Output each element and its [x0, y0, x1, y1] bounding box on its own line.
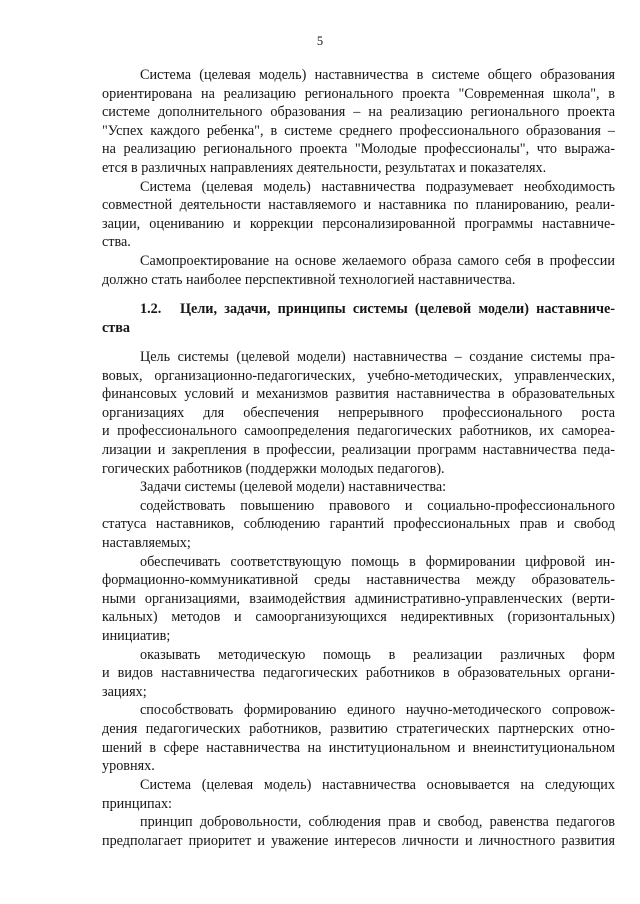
text-line: предполагает приоритет и уважение интересов личности и личностного развития [102, 832, 615, 849]
text-line: обеспечивать соответствующую помощь в формировании цифровой ин- [140, 553, 615, 570]
principle-item [102, 813, 615, 850]
section-title: Цели, задачи, принципы системы (целевой модели) наставниче- [180, 301, 615, 317]
text-line: принцип добровольности, соблюдения прав и свобод, равенства педагогов [140, 814, 615, 831]
text-line: финансовых условий и механизмов развития наставничества в образовательных [102, 386, 615, 403]
paragraph-regional-projects [102, 66, 615, 178]
section-number: 1.2. [140, 301, 162, 317]
text-line: Система (целевая модель) наставничества подразумевает необходимость [140, 178, 615, 195]
text-line: "Успех каждого ребенка", в системе среднего профессионального образования – [102, 122, 615, 139]
text-line: гогических работников (поддержки молодых педагогов). [102, 460, 445, 477]
text-line: уровнях. [102, 758, 155, 775]
text-line: формационно-коммуникативной среды наставничества между образователь- [102, 572, 615, 589]
text-line: Цель системы (целевой модели) наставничества – создание системы пра- [140, 349, 615, 365]
text-line: наставляемых; [102, 534, 191, 551]
text-line: ется в различных направлениях деятельности, результатах и показателях. [102, 159, 547, 176]
text-line: содействовать повышению правового и социально-профессионального [140, 497, 615, 514]
principles-intro [102, 776, 615, 813]
text-line: ными организациями, взаимодействия административно-управленческих (верти- [102, 590, 615, 607]
paragraph-self-design [102, 252, 615, 289]
section-heading [102, 300, 615, 337]
text-line: Самопроектирование на основе желаемого образа самого себя в профессии [140, 253, 615, 269]
text-line: зациях; [102, 683, 147, 700]
text-line: лизации и закрепления в профессии, реализации программ наставничества педа- [102, 441, 615, 458]
heading-line [102, 300, 615, 319]
paragraph-joint-activity [102, 178, 615, 252]
text-line: принципах: [102, 795, 172, 812]
text-line: инициатив; [102, 627, 171, 644]
text-line: на реализацию регионального проекта "Молодые профессионалы", что выража- [102, 141, 615, 158]
task-item [102, 553, 615, 646]
text-line: способствовать формированию единого научно-методического сопровож- [140, 702, 615, 719]
text-line: Задачи системы (целевой модели) наставничества: [140, 479, 447, 496]
task-item [102, 497, 615, 553]
text-line: Система (целевая модель) наставничества основывается на следующих [140, 777, 615, 793]
text-line: шений в сфере наставничества на институциональном и внеинституциональном [102, 739, 615, 756]
text-line: организациях для обеспечения непрерывного профессионального роста [102, 404, 615, 421]
section-title-continued: ства [102, 319, 131, 336]
text-line: и видов наставничества педагогических работников в образовательных органи- [102, 665, 615, 682]
page-number: 5 [316, 34, 324, 48]
text-line: Система (целевая модель) наставничества в системе общего образования [140, 67, 615, 83]
text-line: ства. [102, 234, 131, 251]
task-item [102, 701, 615, 775]
text-line: вовых, организационно-педагогических, учебно-методических, управленческих, [102, 367, 615, 384]
text-line: ориентирована на реализацию регионального проекта "Современная школа", в [102, 85, 615, 102]
text-line: совместной деятельности наставляемого и наставника по планированию, реали- [102, 197, 615, 214]
text-line: зации, оцениванию и коррекции персонализированной программы наставниче- [102, 215, 615, 232]
paragraph-goal [102, 348, 615, 478]
text-line: статуса наставников, соблюдению гарантий профессиональных прав и свобод [102, 516, 615, 533]
text-line: системе дополнительного образования – на реализацию регионального проекта [102, 104, 615, 121]
text-line: кальных) методов и самоорганизующихся недирективных (горизонтальных) [102, 609, 615, 626]
task-item [102, 646, 615, 702]
text-line: оказывать методическую помощь в реализации различных форм [140, 646, 615, 663]
text-line: и профессионального самоопределения педагогических работников, их самореа- [102, 423, 615, 440]
tasks-intro [102, 478, 615, 497]
text-line: должно стать наиболее перспективной технологией наставничества. [102, 271, 516, 288]
text-line: дения педагогических работников, развитию стратегических партнерских отно- [102, 720, 615, 737]
